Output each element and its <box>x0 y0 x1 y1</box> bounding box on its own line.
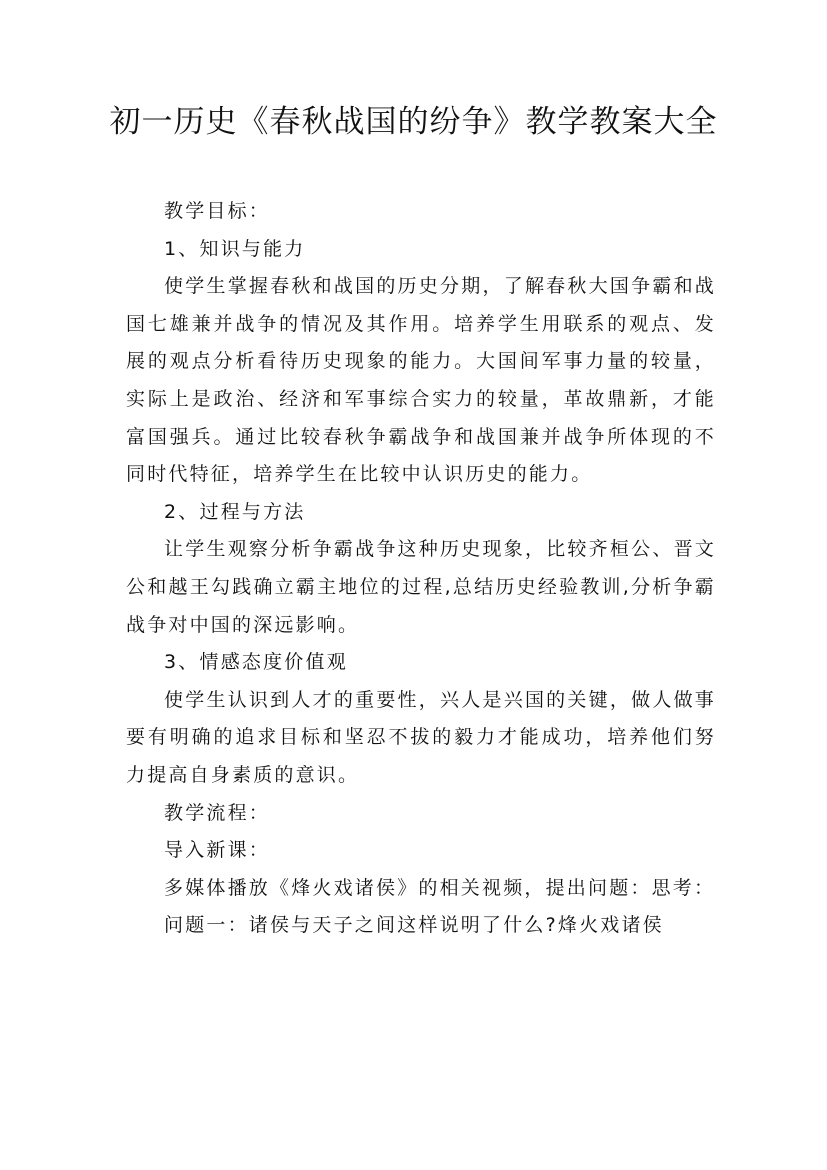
section-heading-process: 教学流程： <box>164 801 271 824</box>
subheading-process-method: 2、过程与方法 <box>164 500 306 523</box>
paragraph-emotion-values: 使学生认识到人才的重要性，兴人是兴国的关键，做人做事要有明确的追求目标和坚忍不拔的毅力才能成功，培养他们努力提高自身素质的意识。 <box>126 688 716 786</box>
document-body <box>126 193 716 945</box>
paragraph-process-method: 让学生观察分析争霸战争这种历史现象，比较齐桓公、晋文公和越王勾践确立霸主地位的过程,总结历史经验教训,分析争霸战争对中国的深远影响。 <box>126 538 716 636</box>
subheading-emotion-values: 3、情感态度价值观 <box>164 651 348 674</box>
paragraph-knowledge-ability: 使学生掌握春秋和战国的历史分期，了解春秋大国争霸和战国七雄兼并战争的情况及其作用。培养学生用联系的观点、发展的观点分析看待历史现象的能力。大国间军事力量的较量，实际上是政治、经济和军事综合实力的较量，革故鼎新，才能富国强兵。通过比较春秋争霸战争和战国兼并战争所体现的不同时代特征，培养学生在比较中认识历史的能力。 <box>126 275 716 486</box>
section-heading-objectives: 教学目标： <box>164 200 271 222</box>
paragraph-multimedia: 多媒体播放《烽火戏诸侯》的相关视频，提出问题：思考： <box>164 876 716 899</box>
paragraph-question-one: 问题一：诸侯与天子之间这样说明了什么?烽火戏诸侯 <box>164 914 664 937</box>
subheading-introduction: 导入新课： <box>164 839 271 862</box>
subheading-knowledge-ability: 1、知识与能力 <box>164 237 306 260</box>
document-title: 初一历史《春秋战国的纷争》教学教案大全 <box>109 104 718 140</box>
